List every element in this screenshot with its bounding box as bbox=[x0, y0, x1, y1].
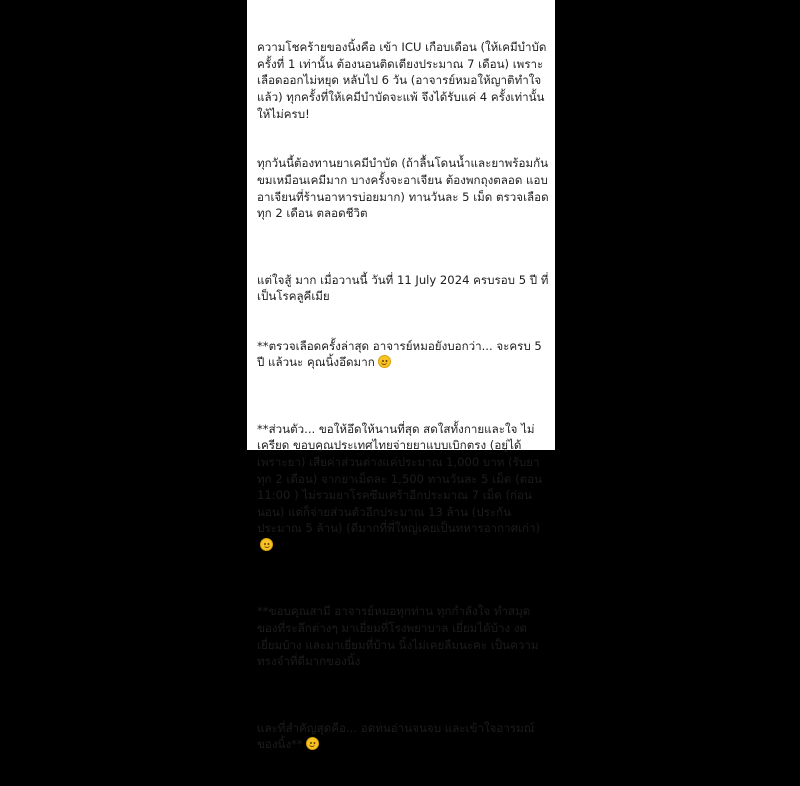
post-paragraph-icu bbox=[257, 39, 549, 122]
smiling-face-emoji-icon bbox=[260, 538, 273, 551]
post-text-icu: ความโชคร้ายของนิ้งคือ เข้า ICU เกือบเดือน (ให้เคมีบำบัดครั้งที่ 1 เท่านั้น ต้องนอนติดเตียงประมาณ 7 เดือน) เพราะเลือดออกไม่หยุด หลับไป 6 วัน (อาจารย์หมอให้ญาติทำใจแล้ว) ทุกครั้งที่ให้เคมีบำบัดจะแพ้ จึงได้รับแค่ 4 ครั้งเท่านั้น ให้ไม่ครบ! bbox=[257, 40, 549, 121]
post-text-anniversary: แต่ใจสู้ มาก เมื่อวานนี้ วันที่ 11 July 2024 ครบรอบ 5 ปี ที่เป็นโรคลูคีเมีย bbox=[257, 272, 549, 304]
post-paragraph-thanks bbox=[257, 603, 549, 669]
post-paragraph-medication bbox=[257, 155, 552, 221]
post-text-closing: และที่สำคัญสุดคือ... อดทนอ่านจนจบ และเข้าใจอารมณ์ของนิ้ง** bbox=[257, 720, 535, 752]
smiling-face-emoji-icon bbox=[378, 355, 391, 368]
post-panel bbox=[247, 0, 555, 752]
post-paragraph-blood-test bbox=[257, 338, 549, 371]
post-paragraph-anniversary bbox=[257, 272, 549, 305]
post-paragraph-closing bbox=[257, 720, 549, 753]
post-paragraph-personal bbox=[257, 421, 549, 554]
post-text-thanks: **ขอบคุณสามี อาจารย์หมอทุกท่าน ทุกกำลังใจ ทำสมุดของที่ระลึกต่างๆ มาเยี่ยมที่โรงพยาบาล เยี่ยมได้บ้าง งดเยี่ยมบ้าง และมาเยี่ยมที่บ้าน นิ้งไม่เคยลืมนะคะ เป็นความทรงจำที่ดีมากของนิ้ง bbox=[257, 604, 539, 669]
post-body bbox=[257, 6, 552, 786]
post-text-personal: **ส่วนตัว... ขอให้อึดให้นานที่สุด สดใสทั้งกายและใจ ไม่เครียด ขอบคุณประเทศไทยจ่ายยาแบบเบิกตรง (อยู่ได้เพราะยา) เสียค่าส่วนต่างแค่ประมาณ 1,000 บาท (รับยาทุก 2 เดือน) จากยาเม็ดละ 1,500 ทานวันละ 5 เม็ด (ตอน 11:00 ) ไม่รวมยาโรคซึมเศร้าอีกประมาณ 7 เม็ด (ก่อนนอน) แต่ก็จ่ายส่วนตัวอีกประมาณ 13 ล้าน (ประกันประมาณ 5 ล้าน) (ดีมากที่พี่ใหญ่เคยเป็นทหารอากาศเก่า) bbox=[257, 421, 546, 536]
post-text-medication: ทุกวันนี้ต้องทานยาเคมีบำบัด (ถ้าลื้นโดนน้ำและยาพร้อมกัน ขมเหมือนเคมีมาก บางครั้งจะอาเจียน ต้องพกถุงตลอด แอบอาเจียนที่ร้านอาหารบ่อยมาก) ทานวันละ 5 เม็ด ตรวจเลือดทุก 2 เดือน ตลอดชีวิต bbox=[257, 156, 552, 221]
smiling-face-emoji-icon bbox=[306, 737, 319, 750]
post-text-blood-test: **ตรวจเลือดครั้งล่าสุด อาจารย์หมอยังบอกว่า... จะครบ 5 ปี แล้วนะ คุณนิ้งอึดมาก bbox=[257, 338, 546, 370]
